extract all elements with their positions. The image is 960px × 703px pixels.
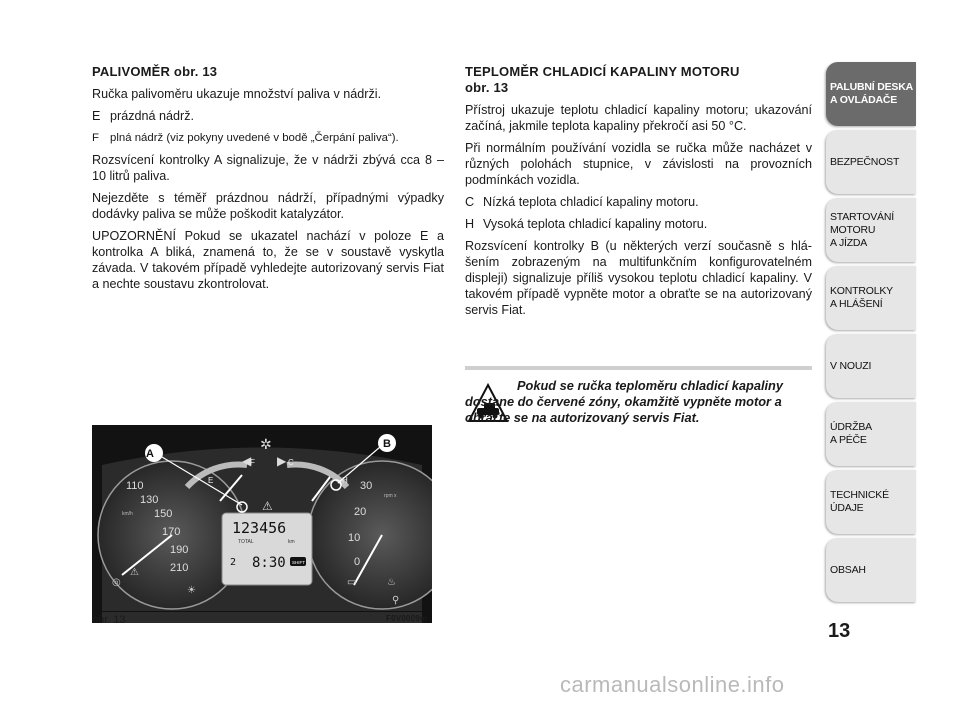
speed-tick-210: 210 [170, 562, 189, 574]
right-column [465, 64, 812, 324]
list-item-c [465, 194, 812, 210]
caution-text: UPOZORNĚNÍ Pokud se ukazatel nachází v poloze E a kontrolka A bliká, znamená to, že se v soustavě vyskytla závada. V takovém případě vyhledejte autorizovaný servis Fiat a nechte soustavu zkontrolovat. [92, 229, 444, 291]
tab-technicke-udaje[interactable]: TECHNICKÉ ÚDAJE [826, 470, 916, 534]
battery-icon: ▭ [347, 577, 357, 588]
coolant-heading-line2: obr. 13 [465, 80, 509, 95]
instrument-cluster-illustration [92, 425, 432, 623]
rpm-unit: rpm x [384, 493, 397, 499]
temp-hot-label: H [342, 476, 348, 485]
coolant-normal-use: Při normálním používání vozidla se ručka může nacházet v různých polohách stupnice, v závislosti na provozních podmínkách vozidla. [465, 141, 812, 187]
instrument-cluster-figure [92, 425, 432, 623]
oil-icon: ♨ [387, 577, 396, 588]
odometer-unit: km [288, 539, 295, 545]
tab-palubni-deska[interactable]: PALUBNÍ DESKA A OVLÁDAČE [826, 62, 916, 126]
list-item-h [465, 216, 812, 232]
seatbelt-icon: ⚲ [392, 595, 400, 606]
rpm-tick-20: 20 [354, 506, 367, 518]
light-indicator-icon: ✲ [260, 437, 272, 453]
list-key: C [465, 195, 475, 209]
coolant-intro: Přístroj ukazuje teplotu chladicí kapaliny motoru; ukazování začíná, jakmile teplota kapaliny překročí asi 50 °C. [465, 103, 812, 133]
speed-tick-130: 130 [140, 494, 159, 506]
chapter-tabs [826, 62, 916, 606]
coolant-heading-line1: TEPLOMĚR CHLADICÍ KAPALINY MOTORU [465, 64, 740, 79]
airbag-icon: ⚠ [130, 567, 139, 578]
speed-tick-150: 150 [154, 508, 173, 520]
fuel-full-label: F [250, 458, 255, 467]
rpm-tick-10: 10 [348, 532, 361, 544]
list-key: E [92, 109, 101, 123]
tab-startovani[interactable]: STARTOVÁNÍ MOTORU A JÍZDA [826, 198, 916, 262]
list-text: prázdná nádrž. [110, 109, 195, 123]
list-text: plná nádrž (viz pokyny uvedené v bodě „Čerpání paliva“). [110, 132, 399, 144]
shift-indicator-label: SHIFT [292, 560, 305, 565]
odometer-value: 123456 [232, 519, 287, 537]
range-value: 2 [230, 557, 237, 568]
left-column [92, 64, 444, 298]
odometer-total-label: TOTAL [238, 539, 254, 545]
callout-a-label: A [146, 448, 154, 460]
figure-caption: obr. 13 [92, 614, 126, 626]
speed-tick-190: 190 [170, 544, 189, 556]
fuel-warning-light-text: Rozsvícení kontrolky A signalizuje, že v nádrži zbývá cca 8 – 10 litrů paliva. [92, 153, 444, 183]
temp-cold-label: C [288, 458, 294, 467]
rpm-tick-0: 0 [354, 556, 361, 568]
turn-left-icon: ◀ [242, 454, 252, 468]
warning-text-content: Pokud se ručka teploměru chladicí kapaliny dostane do červené zóny, okamžitě vypněte motor a obraťte se na autorizovaný servis Fiat. [465, 378, 783, 425]
warning-box [465, 366, 812, 452]
figure-code: F0V0009m [386, 614, 428, 623]
list-key: F [92, 132, 99, 144]
rpm-tick-30: 30 [360, 480, 373, 492]
list-key: H [465, 217, 475, 231]
turn-right-icon: ▶ [277, 454, 287, 468]
fuel-gauge-intro: Ručka palivoměru ukazuje množství paliva v nádrži. [92, 87, 382, 101]
list-item-e [92, 108, 444, 124]
tab-v-nouzi[interactable]: V NOUZI [826, 334, 916, 398]
speed-tick-170: 170 [162, 526, 181, 538]
list-item-f [92, 130, 444, 146]
callout-b-label: B [383, 438, 391, 450]
fuel-empty-label: E [208, 476, 214, 485]
speed-unit: km/h [122, 511, 133, 517]
page-number: 13 [828, 620, 851, 642]
coolant-warning-light-text: Rozsvícení kontrolky B (u některých verzí současně s hlášením zobrazeným na multifunkčním konfigurovatelném displeji) signalizuje příliš vysokou teplotu chladicí kapaliny. V takovém případě vypněte motor a obraťte se na autorizovaný servis Fiat. [465, 239, 812, 317]
watermark: carmanualsonline.info [560, 672, 785, 697]
warning-light-icon: ⚠ [262, 499, 273, 513]
list-text: Nízká teplota chladicí kapaliny motoru. [483, 195, 699, 209]
warning-text [465, 378, 812, 426]
coolant-heading [465, 64, 812, 96]
tab-udrzba[interactable]: ÚDRŽBA A PÉČE [826, 402, 916, 466]
fuel-gauge-heading: PALIVOMĚR obr. 13 [92, 64, 218, 79]
tab-bezpecnost[interactable]: BEZPEČNOST [826, 130, 916, 194]
brake-icon: ◎ [112, 577, 121, 588]
tab-obsah[interactable]: OBSAH [826, 538, 916, 602]
empty-tank-text: Nejezděte s téměř prázdnou nádrží, případnými výpadky dodávky paliva se může poškodit katalyzátor. [92, 191, 444, 221]
list-text: Vysoká teplota chladicí kapaliny motoru. [483, 217, 708, 231]
speed-tick-110: 110 [126, 480, 144, 492]
tab-kontrolky[interactable]: KONTROLKY A HLÁŠENÍ [826, 266, 916, 330]
clock-value: 8:30 [252, 555, 286, 571]
fog-light-icon: ☀ [187, 585, 196, 596]
figure-rule [92, 611, 432, 612]
